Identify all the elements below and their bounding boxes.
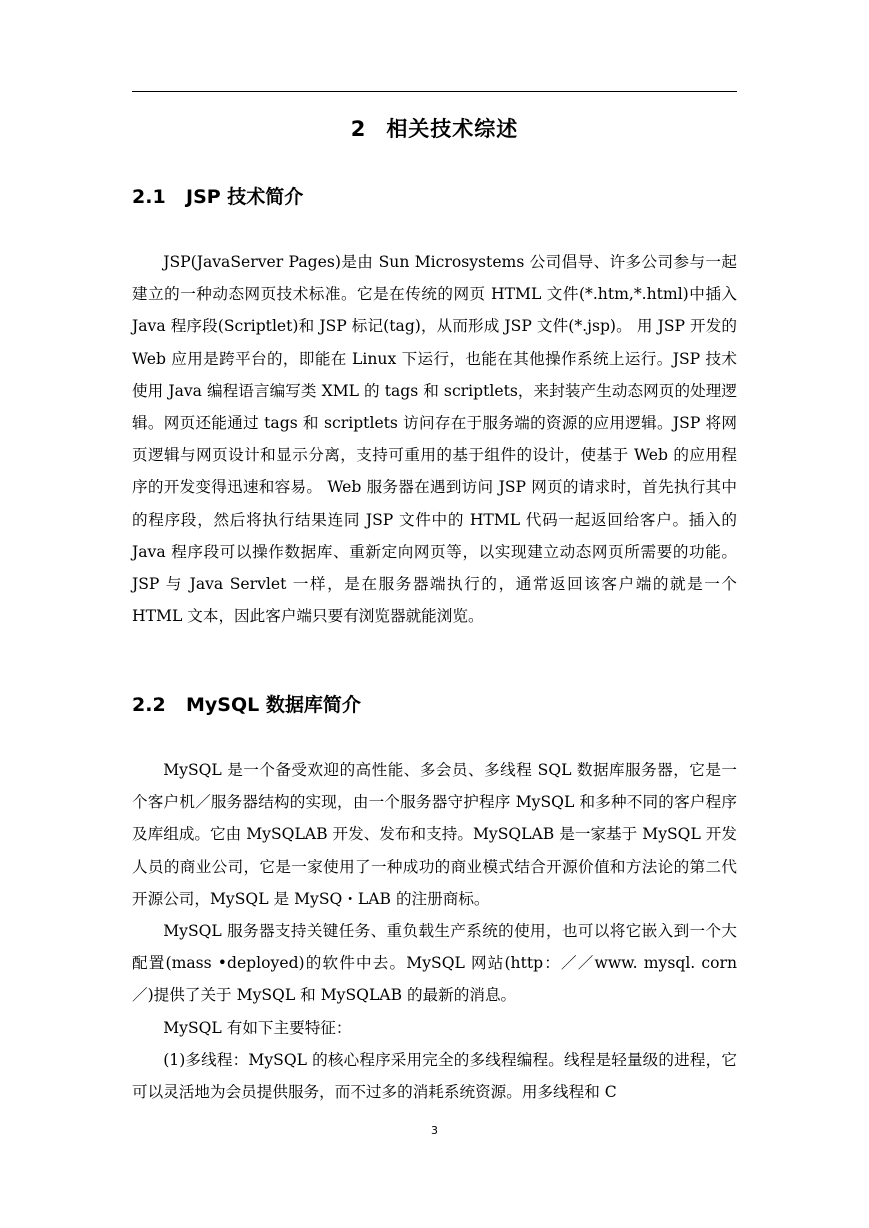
section-title: MySQL 数据库简介 <box>186 694 361 716</box>
chapter-title-text: 相关技术综述 <box>386 117 519 141</box>
paragraph: (1)多线程：MySQL 的核心程序采用完全的多线程编程。线程是轻量级的进程，它可以灵活地为会员提供服务，而不过多的消耗系统资源。用多线程和 C <box>132 1050 737 1102</box>
section-heading-2-2 <box>132 690 737 720</box>
page-number: 3 <box>431 1124 438 1137</box>
header-rule <box>132 91 737 92</box>
section-number: 2.1 <box>132 186 166 208</box>
paragraph: JSP(JavaServer Pages)是由 Sun Microsystems 公司倡导、许多公司参与一起建立的一种动态网页技术标准。它是在传统的网页 HTML 文件(*.htm,*.html)中插入 Java 程序段(Scriptlet)和 JSP 标记(tag)，从而形成 JSP 文件(*.jsp)。 用 JSP 开发的 Web 应用是跨平台的，即能在 Linux 下运行，也能在其他操作系统上运行。JSP 技术使用 Java 编程语言编写类 XML 的 tags 和 scriptlets，来封装产生动态网页的处理逻辑。网页还能通过 tags 和 scriptlets 访问存在于服务端的资源的应用逻辑。JSP 将网页逻辑与网页设计和显示分离，支持可重用的基于组件的设计，使基于 Web 的应用程序的开发变得迅速和容易。 Web 服务器在遇到访问 JSP 网页的请求时，首先执行其中的程序段，然后将执行结果连同 JSP 文件中的 HTML 代码一起返回给客户。插入的 Java 程序段可以操作数据库、重新定向网页等，以实现建立动态网页所需要的功能。 JSP 与 Java Servlet 一样，是在服务器端执行的，通常返回该客户端的就是一个 HTML 文本，因此客户端只要有浏览器就能浏览。 <box>132 253 737 626</box>
section-body-2-1 <box>132 246 737 632</box>
paragraph: MySQL 有如下主要特征： <box>163 1018 352 1037</box>
paragraph: MySQL 服务器支持关键任务、重负载生产系统的使用，也可以将它嵌入到一个大配置(mass •deployed)的软件中去。MySQL 网站(http：／／www. mysql. corn ／)提供了关于 MySQL 和 MySQLAB 的最新的消息。 <box>132 922 737 1005</box>
section-body-2-2 <box>132 754 737 1108</box>
chapter-title <box>132 113 737 145</box>
section-title: JSP 技术简介 <box>186 186 304 208</box>
chapter-number: 2 <box>350 117 367 141</box>
section-number: 2.2 <box>132 694 166 716</box>
paragraph: MySQL 是一个备受欢迎的高性能、多会员、多线程 SQL 数据库服务器，它是一个客户机／服务器结构的实现，由一个服务器守护程序 MySQL 和多种不同的客户程序及库组成。它由 MySQLAB 开发、发布和支持。MySQLAB 是一家基于 MySQL 开发人员的商业公司，它是一家使用了一种成功的商业模式结合开源价值和方法论的第二代开源公司，MySQL 是 MySQ・LAB 的注册商标。 <box>132 761 737 908</box>
section-heading-2-1 <box>132 182 737 212</box>
